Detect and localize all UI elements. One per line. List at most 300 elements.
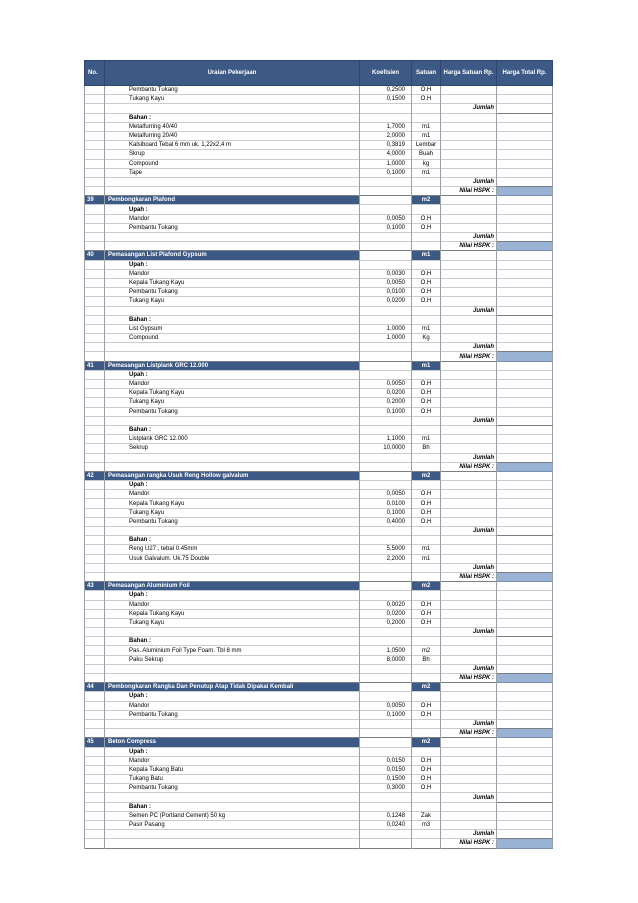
row-harga-total — [497, 150, 553, 159]
row-number — [85, 637, 105, 646]
row-harga-total — [497, 416, 553, 425]
row-harga-total — [497, 251, 553, 260]
row-satuan: m2 — [412, 582, 441, 591]
table-row-label — [85, 747, 553, 756]
row-description: Pemasangan List Plafond Gypsum — [105, 251, 360, 260]
row-satuan: m1 — [412, 168, 441, 177]
row-harga-total — [497, 205, 553, 214]
row-number — [85, 527, 105, 536]
row-harga-total — [497, 389, 553, 398]
table-row-label — [85, 370, 553, 379]
row-satuan: O.H — [412, 95, 441, 104]
row-description: Pembantu Tukang — [105, 710, 360, 719]
row-description — [105, 719, 360, 728]
row-harga-satuan — [441, 646, 497, 655]
row-koefisien — [360, 104, 412, 113]
row-number — [85, 701, 105, 710]
table-row-jumlah — [85, 830, 553, 839]
row-satuan: Bh — [412, 655, 441, 664]
row-harga-total — [497, 618, 553, 627]
row-koefisien: 0,1000 — [360, 508, 412, 517]
row-number — [85, 435, 105, 444]
row-harga-total — [497, 775, 553, 784]
row-harga-total — [497, 710, 553, 719]
row-number — [85, 278, 105, 287]
table-row-item — [85, 168, 553, 177]
row-satuan — [412, 729, 441, 738]
table-row-label — [85, 692, 553, 701]
row-harga-satuan — [441, 435, 497, 444]
row-satuan: Zak — [412, 811, 441, 820]
row-description — [105, 104, 360, 113]
row-description: Mandor — [105, 269, 360, 278]
table-row-item — [85, 444, 553, 453]
row-description: Compound — [105, 159, 360, 168]
row-harga-total — [497, 637, 553, 646]
row-harga-total — [497, 600, 553, 609]
row-satuan: m2 — [412, 683, 441, 692]
row-number — [85, 499, 105, 508]
row-number — [85, 150, 105, 159]
row-description: Bahan : — [105, 637, 360, 646]
row-koefisien — [360, 113, 412, 122]
row-koefisien: 0,0050 — [360, 490, 412, 499]
row-description: List Gypsum — [105, 324, 360, 333]
table-row-nilai — [85, 242, 553, 251]
row-koefisien: 0,0050 — [360, 701, 412, 710]
table-row-item — [85, 618, 553, 627]
row-harga-total — [497, 784, 553, 793]
row-description: Pembantu Tukang — [105, 407, 360, 416]
row-harga-satuan — [441, 600, 497, 609]
row-satuan: O.H — [412, 765, 441, 774]
row-koefisien — [360, 370, 412, 379]
row-satuan — [412, 370, 441, 379]
row-harga-total — [497, 499, 553, 508]
row-harga-total — [497, 168, 553, 177]
row-harga-satuan — [441, 582, 497, 591]
row-satuan: O.H — [412, 784, 441, 793]
row-koefisien — [360, 462, 412, 471]
row-number — [85, 104, 105, 113]
row-harga-satuan: Jumlah — [441, 563, 497, 572]
row-koefisien: 0,0030 — [360, 269, 412, 278]
row-harga-satuan — [441, 821, 497, 830]
header-no: No. — [85, 61, 105, 86]
row-description: Sekrup — [105, 444, 360, 453]
row-harga-satuan — [441, 334, 497, 343]
row-koefisien: 0,1000 — [360, 407, 412, 416]
row-harga-total — [497, 765, 553, 774]
row-koefisien — [360, 352, 412, 361]
table-row-item — [85, 86, 553, 95]
row-harga-total — [497, 435, 553, 444]
table-row-jumlah — [85, 719, 553, 728]
row-satuan: Lembar — [412, 141, 441, 150]
row-harga-satuan: Jumlah — [441, 628, 497, 637]
row-harga-total — [497, 407, 553, 416]
row-satuan — [412, 453, 441, 462]
row-harga-total — [497, 674, 553, 683]
row-harga-satuan — [441, 269, 497, 278]
row-description: Reng U27 , tebal 0.45mm — [105, 545, 360, 554]
row-harga-satuan — [441, 618, 497, 627]
row-number — [85, 177, 105, 186]
row-number — [85, 655, 105, 664]
table-row-item — [85, 141, 553, 150]
table-row-item — [85, 710, 553, 719]
table-row-item — [85, 214, 553, 223]
row-harga-satuan: Jumlah — [441, 830, 497, 839]
row-number — [85, 131, 105, 140]
row-harga-total — [497, 554, 553, 563]
table-row-jumlah — [85, 343, 553, 352]
row-satuan: O.H — [412, 508, 441, 517]
row-description: Bahan : — [105, 315, 360, 324]
row-koefisien — [360, 674, 412, 683]
row-satuan — [412, 563, 441, 572]
row-harga-total — [497, 260, 553, 269]
row-satuan: m1 — [412, 554, 441, 563]
row-satuan — [412, 793, 441, 802]
row-koefisien — [360, 591, 412, 600]
row-harga-total — [497, 223, 553, 232]
row-number — [85, 205, 105, 214]
row-harga-satuan — [441, 683, 497, 692]
row-harga-satuan — [441, 95, 497, 104]
row-koefisien: 0,0050 — [360, 380, 412, 389]
row-number — [85, 187, 105, 196]
table-row-jumlah — [85, 527, 553, 536]
row-description — [105, 177, 360, 186]
row-koefisien: 0,4000 — [360, 517, 412, 526]
row-description: Upah : — [105, 481, 360, 490]
row-description — [105, 674, 360, 683]
row-number — [85, 821, 105, 830]
row-harga-satuan — [441, 444, 497, 453]
hspk-table — [84, 60, 553, 849]
row-satuan — [412, 692, 441, 701]
row-koefisien — [360, 251, 412, 260]
table-row-item — [85, 278, 553, 287]
row-koefisien — [360, 747, 412, 756]
row-koefisien — [360, 242, 412, 251]
row-satuan: m3 — [412, 821, 441, 830]
row-harga-satuan — [441, 260, 497, 269]
row-satuan: O.H — [412, 398, 441, 407]
row-satuan: O.H — [412, 297, 441, 306]
row-harga-total — [497, 131, 553, 140]
row-koefisien — [360, 471, 412, 480]
row-number — [85, 214, 105, 223]
row-harga-total — [497, 425, 553, 434]
row-description: Bahan : — [105, 802, 360, 811]
row-harga-satuan: Jumlah — [441, 233, 497, 242]
row-koefisien: 0,1000 — [360, 223, 412, 232]
table-row-item — [85, 407, 553, 416]
header-satuan: Satuan — [412, 61, 441, 86]
row-satuan: m1 — [412, 251, 441, 260]
row-satuan — [412, 527, 441, 536]
row-harga-satuan — [441, 517, 497, 526]
row-description: Upah : — [105, 692, 360, 701]
row-harga-total — [497, 527, 553, 536]
row-satuan — [412, 187, 441, 196]
row-description — [105, 233, 360, 242]
row-description — [105, 306, 360, 315]
row-satuan: O.H — [412, 701, 441, 710]
row-harga-satuan: Jumlah — [441, 416, 497, 425]
row-number — [85, 784, 105, 793]
row-number: 39 — [85, 196, 105, 205]
row-harga-total — [497, 839, 553, 848]
row-harga-satuan — [441, 591, 497, 600]
row-description — [105, 527, 360, 536]
row-number — [85, 324, 105, 333]
row-harga-satuan: Jumlah — [441, 664, 497, 673]
row-number — [85, 481, 105, 490]
row-description: Tukang Kayu — [105, 297, 360, 306]
row-number — [85, 389, 105, 398]
table-row-item — [85, 324, 553, 333]
row-koefisien: 0,1000 — [360, 168, 412, 177]
row-harga-satuan — [441, 747, 497, 756]
row-satuan — [412, 416, 441, 425]
row-koefisien: 0,1000 — [360, 710, 412, 719]
row-satuan: O.H — [412, 517, 441, 526]
row-satuan — [412, 481, 441, 490]
row-satuan: m1 — [412, 361, 441, 370]
row-number: 42 — [85, 471, 105, 480]
row-number — [85, 260, 105, 269]
table-row-label — [85, 315, 553, 324]
row-description: Pemasangan rangka Usuk Reng Hollow galvalum — [105, 471, 360, 480]
row-koefisien: 1,7000 — [360, 122, 412, 131]
row-number — [85, 269, 105, 278]
row-satuan: m1 — [412, 131, 441, 140]
row-number — [85, 747, 105, 756]
row-koefisien: 10,0000 — [360, 444, 412, 453]
row-satuan — [412, 242, 441, 251]
table-row-item — [85, 499, 553, 508]
table-row-jumlah — [85, 793, 553, 802]
row-koefisien — [360, 536, 412, 545]
table-row-section — [85, 251, 553, 260]
table-body — [85, 86, 553, 849]
table-row-item — [85, 600, 553, 609]
row-description: Pemasangan Listplank GRC 12.000 — [105, 361, 360, 370]
row-satuan — [412, 572, 441, 581]
row-harga-total — [497, 352, 553, 361]
row-harga-satuan: Nilai HSPK : — [441, 187, 497, 196]
row-satuan — [412, 260, 441, 269]
table-row-nilai — [85, 729, 553, 738]
row-number — [85, 407, 105, 416]
row-satuan — [412, 352, 441, 361]
row-number — [85, 646, 105, 655]
row-satuan: O.H — [412, 380, 441, 389]
row-harga-satuan — [441, 545, 497, 554]
row-harga-total — [497, 830, 553, 839]
row-harga-satuan — [441, 380, 497, 389]
row-harga-satuan — [441, 710, 497, 719]
row-number — [85, 775, 105, 784]
row-harga-satuan — [441, 288, 497, 297]
row-satuan: O.H — [412, 278, 441, 287]
row-description: Tukang Kayu — [105, 398, 360, 407]
table-row-jumlah — [85, 563, 553, 572]
table-row-label — [85, 637, 553, 646]
row-description — [105, 830, 360, 839]
row-koefisien — [360, 582, 412, 591]
row-harga-satuan — [441, 811, 497, 820]
row-koefisien: 2,2000 — [360, 554, 412, 563]
row-harga-satuan — [441, 756, 497, 765]
row-harga-satuan — [441, 141, 497, 150]
row-harga-total — [497, 324, 553, 333]
table-row-nilai — [85, 352, 553, 361]
row-description — [105, 793, 360, 802]
row-number: 41 — [85, 361, 105, 370]
row-satuan: O.H — [412, 609, 441, 618]
row-harga-total — [497, 628, 553, 637]
row-harga-total — [497, 536, 553, 545]
row-harga-satuan — [441, 196, 497, 205]
row-koefisien — [360, 628, 412, 637]
row-number — [85, 306, 105, 315]
row-description: Pemasangan Aluminium Foil — [105, 582, 360, 591]
row-number — [85, 352, 105, 361]
table-row-item — [85, 334, 553, 343]
row-koefisien — [360, 425, 412, 434]
row-description: Tukang Batu — [105, 775, 360, 784]
row-description — [105, 453, 360, 462]
row-satuan: O.H — [412, 214, 441, 223]
row-koefisien — [360, 453, 412, 462]
row-satuan — [412, 233, 441, 242]
row-harga-total — [497, 508, 553, 517]
row-description: Upah : — [105, 747, 360, 756]
row-satuan: O.H — [412, 389, 441, 398]
row-satuan — [412, 591, 441, 600]
row-harga-satuan — [441, 425, 497, 434]
row-harga-total — [497, 233, 553, 242]
row-number: 43 — [85, 582, 105, 591]
table-row-nilai — [85, 462, 553, 471]
row-harga-total — [497, 242, 553, 251]
row-number — [85, 710, 105, 719]
row-harga-satuan — [441, 508, 497, 517]
row-description: Tape — [105, 168, 360, 177]
row-harga-total — [497, 683, 553, 692]
row-harga-satuan: Nilai HSPK : — [441, 352, 497, 361]
row-harga-total — [497, 141, 553, 150]
row-koefisien: 1,1000 — [360, 435, 412, 444]
row-number — [85, 453, 105, 462]
table-row-item — [85, 297, 553, 306]
row-number — [85, 168, 105, 177]
row-description: Pembantu Tukang — [105, 288, 360, 297]
row-description: Pembantu Tukang — [105, 517, 360, 526]
row-satuan: O.H — [412, 490, 441, 499]
row-description: Usuk Galvalum. Uk.75 Double — [105, 554, 360, 563]
table-row-item — [85, 389, 553, 398]
row-harga-total — [497, 490, 553, 499]
row-number — [85, 86, 105, 95]
row-satuan — [412, 839, 441, 848]
row-harga-satuan — [441, 223, 497, 232]
row-description: Pasir Pasang — [105, 821, 360, 830]
row-harga-total — [497, 453, 553, 462]
row-harga-total — [497, 747, 553, 756]
row-harga-total — [497, 646, 553, 655]
row-satuan: m1 — [412, 324, 441, 333]
row-koefisien — [360, 692, 412, 701]
row-harga-satuan — [441, 490, 497, 499]
row-harga-satuan — [441, 609, 497, 618]
row-harga-total — [497, 793, 553, 802]
row-description: Bahan : — [105, 536, 360, 545]
row-description — [105, 563, 360, 572]
row-description — [105, 352, 360, 361]
row-number — [85, 719, 105, 728]
row-harga-total — [497, 591, 553, 600]
row-number — [85, 802, 105, 811]
row-satuan — [412, 177, 441, 186]
row-harga-total — [497, 86, 553, 95]
row-harga-total — [497, 95, 553, 104]
row-description: Mandor — [105, 490, 360, 499]
row-number — [85, 315, 105, 324]
table-row-jumlah — [85, 104, 553, 113]
table-row-item — [85, 159, 553, 168]
row-harga-satuan — [441, 168, 497, 177]
row-description: Mandor — [105, 600, 360, 609]
table-row-nilai — [85, 839, 553, 848]
row-satuan: Bh — [412, 444, 441, 453]
row-harga-total — [497, 664, 553, 673]
row-satuan — [412, 306, 441, 315]
row-satuan: m1 — [412, 545, 441, 554]
table-row-item — [85, 554, 553, 563]
row-harga-satuan — [441, 637, 497, 646]
row-koefisien — [360, 793, 412, 802]
row-harga-satuan: Jumlah — [441, 527, 497, 536]
row-satuan — [412, 462, 441, 471]
row-satuan: m2 — [412, 196, 441, 205]
row-description: Mandor — [105, 756, 360, 765]
row-harga-satuan — [441, 784, 497, 793]
table-row-label — [85, 260, 553, 269]
row-harga-satuan — [441, 738, 497, 747]
row-koefisien — [360, 315, 412, 324]
table-row-item — [85, 508, 553, 517]
row-harga-satuan — [441, 655, 497, 664]
row-harga-satuan — [441, 324, 497, 333]
row-harga-total — [497, 692, 553, 701]
row-harga-satuan: Nilai HSPK : — [441, 839, 497, 848]
row-number — [85, 223, 105, 232]
row-number — [85, 334, 105, 343]
row-satuan: kg — [412, 159, 441, 168]
row-number — [85, 563, 105, 572]
row-harga-satuan — [441, 554, 497, 563]
table-header-row — [85, 61, 553, 86]
row-harga-satuan — [441, 398, 497, 407]
row-koefisien: 0,1500 — [360, 95, 412, 104]
row-koefisien — [360, 527, 412, 536]
row-satuan: O.H — [412, 600, 441, 609]
